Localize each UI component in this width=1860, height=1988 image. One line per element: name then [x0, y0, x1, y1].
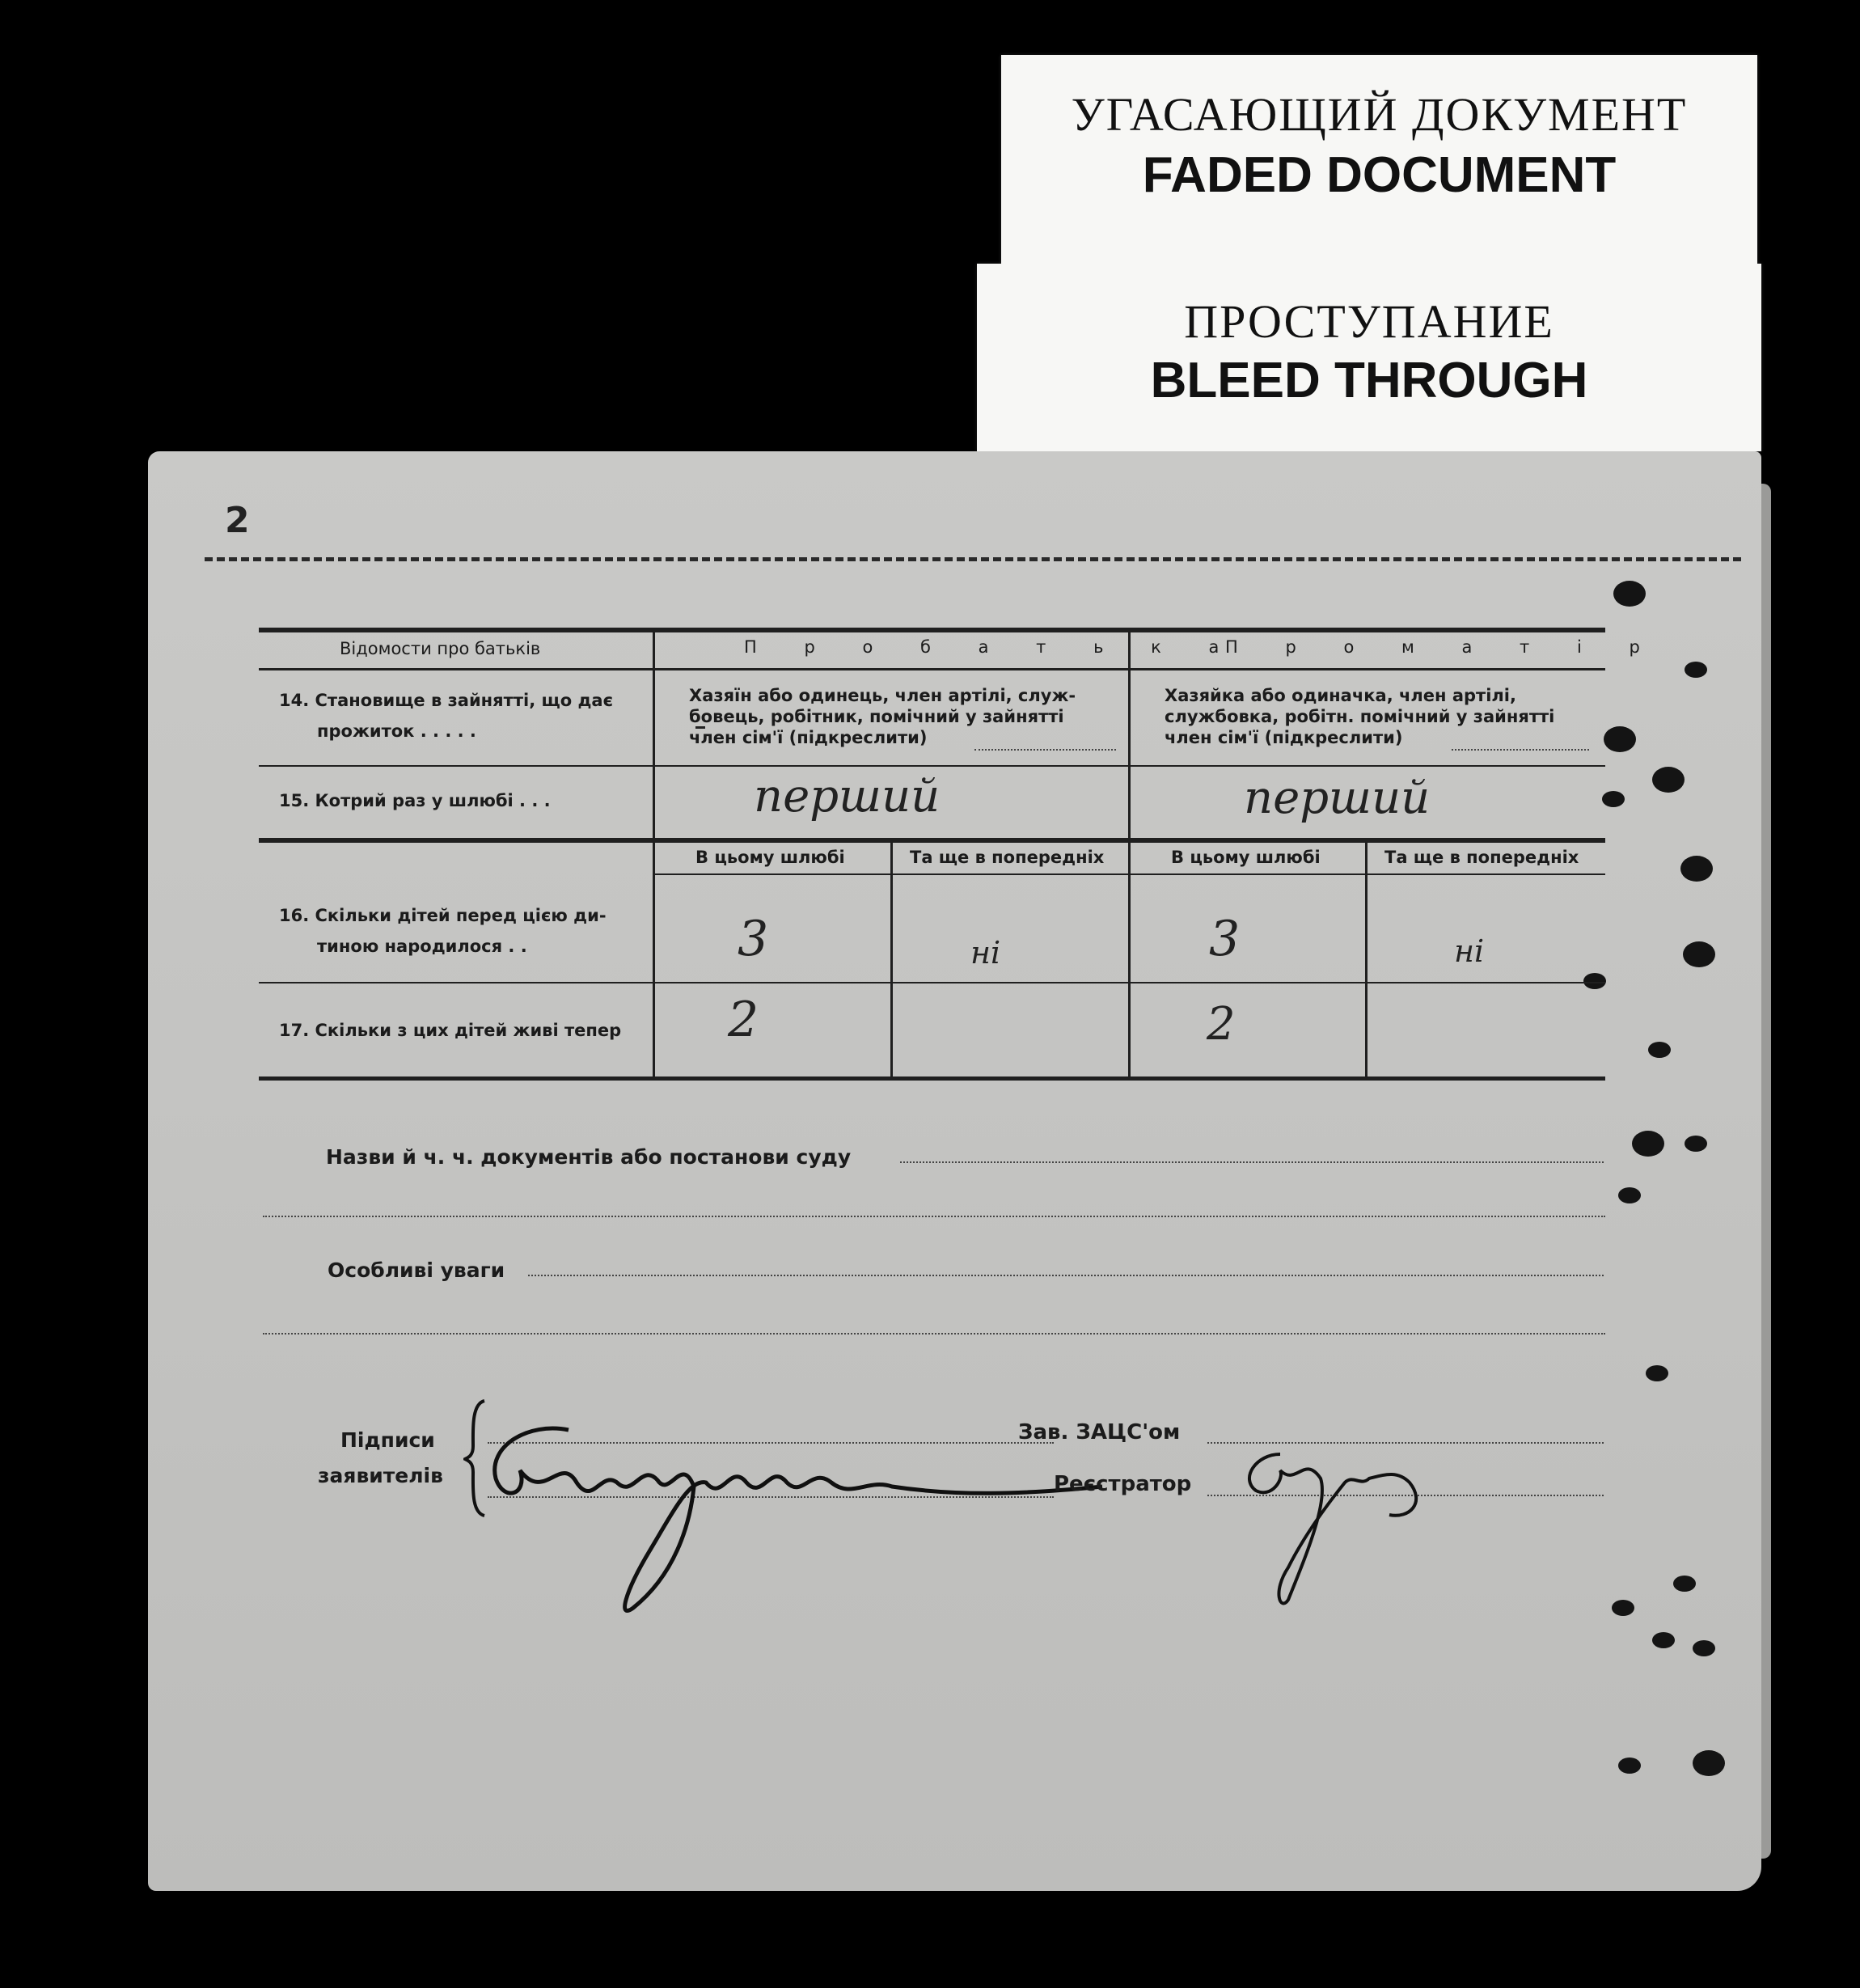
signatures-label-line2: заявителів: [318, 1464, 443, 1487]
documents-line-2: [263, 1216, 1605, 1217]
punch-hole: [1613, 581, 1646, 607]
punch-hole: [1618, 1757, 1641, 1774]
punch-hole: [1612, 1600, 1634, 1616]
punch-hole: [1632, 1131, 1664, 1157]
punch-hole: [1646, 1365, 1668, 1381]
header-mother: П р о м а т і р: [1225, 637, 1661, 657]
bleed-label-ru: ПРОСТУПАНИЕ: [1184, 295, 1554, 348]
row17-mother-this: 2: [1207, 998, 1236, 1051]
notes-line: [528, 1275, 1604, 1276]
faded-label-ru: УГАСАЮЩИЙ ДОКУМЕНТ: [1071, 88, 1688, 141]
subheader-father-this: В цьому шлюбі: [695, 848, 845, 867]
registrar-signature: [1224, 1438, 1434, 1616]
row14-mother-line1: Хазяйка або одиначка, член артілі,: [1165, 686, 1516, 705]
punch-hole: [1618, 1187, 1641, 1203]
punch-hole: [1602, 791, 1625, 807]
row14-father-line1: Хазяїн або одинець, член артілі, служ-: [689, 686, 1076, 705]
row16-label-line2: тиною народилося . .: [317, 937, 527, 956]
document-sheet: [148, 451, 1761, 1891]
page-mark: 2: [225, 500, 250, 541]
bleed-label-en: BLEED THROUGH: [1150, 353, 1588, 408]
fold-line: [205, 557, 1741, 561]
punch-hole: [1685, 1136, 1707, 1152]
sheet-edge: [1761, 484, 1771, 1859]
row16-label-line1: 16. Скільки дітей перед цією ди-: [279, 906, 607, 925]
row15-label: 15. Котрий раз у шлюбі . . .: [279, 791, 551, 810]
row16-mother-prev: ні: [1454, 933, 1485, 969]
row15-father-value: перший: [754, 770, 941, 823]
faded-label-en: FADED DOCUMENT: [1142, 147, 1617, 203]
punch-hole: [1673, 1576, 1696, 1592]
row16-mother-this: 3: [1209, 911, 1241, 967]
row14-mother-line2: службовка, робітн. помічний у зайнятті: [1165, 707, 1555, 726]
punch-hole: [1652, 767, 1685, 793]
subheader-mother-this: В цьому шлюбі: [1171, 848, 1321, 867]
documents-label: Назви й ч. ч. документів або постанови суду: [326, 1145, 852, 1169]
subheader-mother-prev: Та ще в попередніх: [1384, 848, 1579, 867]
row14-label-line1: 14. Становище в зайнятті, що дає: [279, 691, 614, 710]
notes-label: Особливі уваги: [328, 1258, 505, 1282]
row14-label-line2: прожиток . . . . .: [317, 721, 476, 741]
punch-hole: [1680, 856, 1713, 882]
row14-mother-line3: член сім'ї (підкреслити): [1165, 728, 1403, 747]
header-parents-info: Відомости про батьків: [340, 639, 541, 658]
row16-father-prev: ні: [970, 935, 1001, 971]
row15-mother-value: перший: [1244, 772, 1431, 824]
punch-hole: [1604, 726, 1636, 752]
row17-label: 17. Скільки з цих дітей живі тепер: [279, 1021, 622, 1040]
punch-hole: [1648, 1042, 1671, 1058]
row14-father-line3: член сім'ї (підкреслити): [689, 728, 928, 747]
bleed-through-card: [977, 264, 1761, 451]
row17-father-this: 2: [728, 992, 759, 1048]
punch-hole: [1683, 941, 1715, 967]
registrar-label: Реєстратор: [1054, 1472, 1192, 1496]
head-label: Зав. ЗАЦС'ом: [1018, 1420, 1181, 1444]
subheader-father-prev: Та ще в попередніх: [910, 848, 1105, 867]
punch-hole: [1652, 1632, 1675, 1648]
notes-line-2: [263, 1333, 1605, 1334]
header-father: П р о б а т ь к а: [744, 637, 1241, 657]
row16-father-this: 3: [738, 911, 769, 967]
punch-hole: [1693, 1750, 1725, 1776]
documents-line: [900, 1161, 1604, 1163]
signatures-label-line1: Підписи: [340, 1428, 435, 1452]
row14-father-line2: бовець, робітник, помічний у зайнятті: [689, 707, 1064, 726]
parents-info-table: [259, 628, 1661, 1533]
punch-hole: [1685, 662, 1707, 678]
punch-hole: [1693, 1640, 1715, 1656]
